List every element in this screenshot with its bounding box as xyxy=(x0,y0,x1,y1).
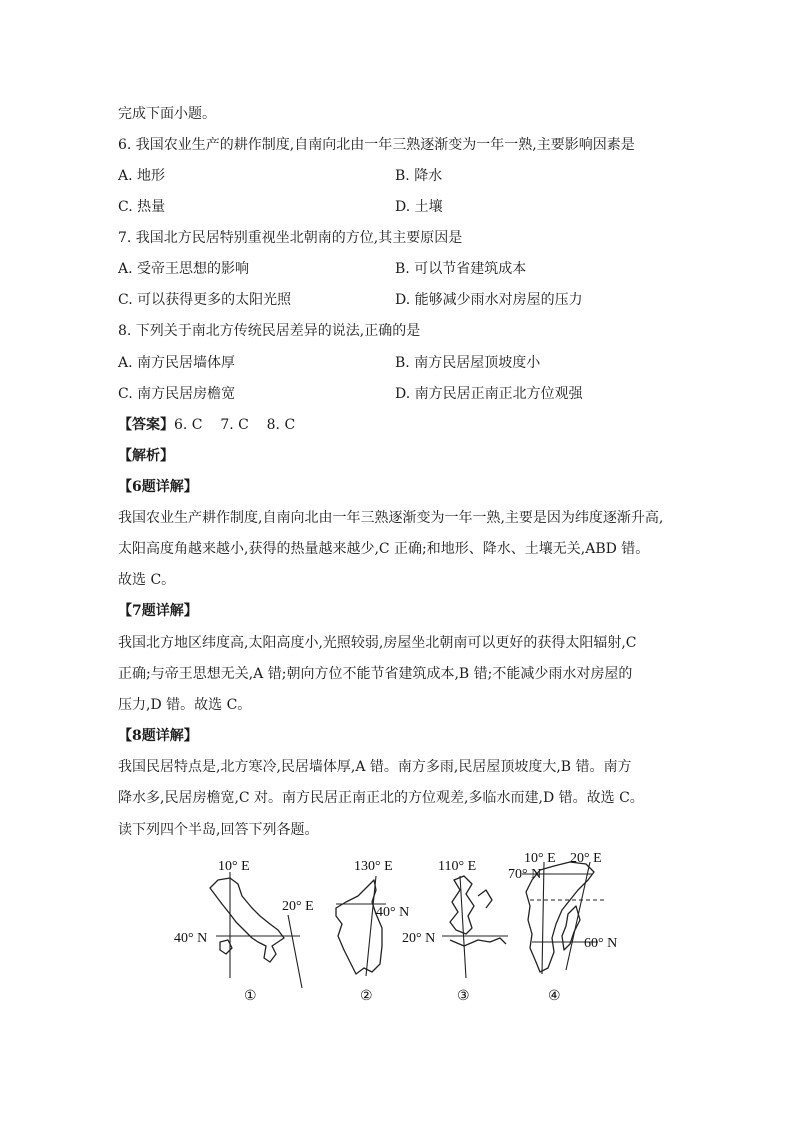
detail-7-heading: 【7题详解】 xyxy=(118,603,198,619)
detail-7-line-1: 我国北方地区纬度高,太阳高度小,光照较弱,房屋坐北朝南可以更好的获得太阳辐射,C xyxy=(118,635,637,651)
peninsula-maps-svg xyxy=(160,850,640,1010)
detail-8-body xyxy=(118,752,680,814)
peninsula-map-2 xyxy=(336,859,409,1004)
answer-line xyxy=(118,415,295,435)
map-4-number: ④ xyxy=(548,989,561,1004)
question-7-option-c: C. 可以获得更多的太阳光照 xyxy=(118,292,292,308)
detail-6-line-1: 我国农业生产耕作制度,自南向北由一年三熟逐渐变为一年一熟,主要是因为纬度逐渐升高, xyxy=(118,510,664,526)
map-4-label-70n: 70° N xyxy=(508,867,542,882)
answer-label: 【答案】 xyxy=(118,417,174,433)
detail-7-line-3: 压力,D 错。故选 C。 xyxy=(118,697,252,713)
answer-text: 6. C 7. C 8. C xyxy=(174,417,296,433)
detail-6-line-2: 太阳高度角越来越小,获得的热量越来越少,C 正确;和地形、降水、土壤无关,ABD 错。 xyxy=(118,541,650,557)
peninsula-map-4 xyxy=(508,851,617,1004)
map-1-label-40n: 40° N xyxy=(174,931,208,946)
analysis-heading: 【解析】 xyxy=(118,448,174,464)
map-1-number: ① xyxy=(244,989,257,1004)
detail-6-body xyxy=(118,503,680,596)
detail-6-heading: 【6题详解】 xyxy=(118,479,198,495)
question-8-option-c: C. 南方民居房檐宽 xyxy=(118,386,236,402)
question-7-option-d: D. 能够减少雨水对房屋的压力 xyxy=(395,292,583,308)
next-intro-text: 读下列四个半岛,回答下列各题。 xyxy=(118,822,319,838)
question-6-option-a: A. 地形 xyxy=(118,168,166,184)
map-2-number: ② xyxy=(360,989,373,1004)
map-2-label-40n: 40° N xyxy=(376,905,410,920)
map-4-label-10e: 10° E xyxy=(524,851,556,866)
question-7-option-b: B. 可以节省建筑成本 xyxy=(395,261,527,277)
map-4-label-60n: 60° N xyxy=(584,936,618,951)
intro-text: 完成下面小题。 xyxy=(118,106,216,122)
question-8-option-d: D. 南方民居正南正北方位观强 xyxy=(395,386,583,402)
question-6-option-d: D. 土壤 xyxy=(395,199,443,215)
map-3-number: ③ xyxy=(457,989,470,1004)
map-2-label-130e: 130° E xyxy=(354,859,393,874)
map-3-label-110e: 110° E xyxy=(438,859,477,874)
detail-7-line-2: 正确;与帝王思想无关,A 错;朝向方位不能节省建筑成本,B 错;不能减少雨水对房屋的 xyxy=(118,666,633,682)
detail-8-line-1: 我国民居特点是,北方寒冷,民居墙体厚,A 错。南方多雨,民居屋顶坡度大,B 错。南方 xyxy=(118,759,632,775)
question-7-option-a: A. 受帝王思想的影响 xyxy=(118,261,250,277)
map-1-label-10e: 10° E xyxy=(218,859,250,874)
map-3-label-20n: 20° N xyxy=(402,931,436,946)
question-7-stem: 7. 我国北方民居特别重视坐北朝南的方位,其主要原因是 xyxy=(118,230,463,246)
detail-8-line-2: 降水多,民居房檐宽,C 对。南方民居正南正北的方位观差,多临水而建,D 错。故选 C。 xyxy=(118,790,644,806)
question-8-option-b: B. 南方民居屋顶坡度小 xyxy=(395,355,541,371)
detail-8-heading: 【8题详解】 xyxy=(118,728,198,744)
question-6-option-b: B. 降水 xyxy=(395,168,443,184)
peninsula-figure xyxy=(160,850,640,1010)
detail-7-body xyxy=(118,628,680,721)
question-6-option-c: C. 热量 xyxy=(118,199,166,215)
peninsula-map-1 xyxy=(174,859,314,1004)
detail-6-line-3: 故选 C。 xyxy=(118,572,176,588)
question-8-option-a: A. 南方民居墙体厚 xyxy=(118,355,236,371)
map-1-label-20e: 20° E xyxy=(282,899,314,914)
map-4-label-20e: 20° E xyxy=(570,851,602,866)
question-6-stem: 6. 我国农业生产的耕作制度,自南向北由一年三熟逐渐变为一年一熟,主要影响因素是 xyxy=(118,137,635,153)
question-8-stem: 8. 下列关于南北方传统民居差异的说法,正确的是 xyxy=(118,323,421,339)
peninsula-map-3 xyxy=(402,859,508,1004)
